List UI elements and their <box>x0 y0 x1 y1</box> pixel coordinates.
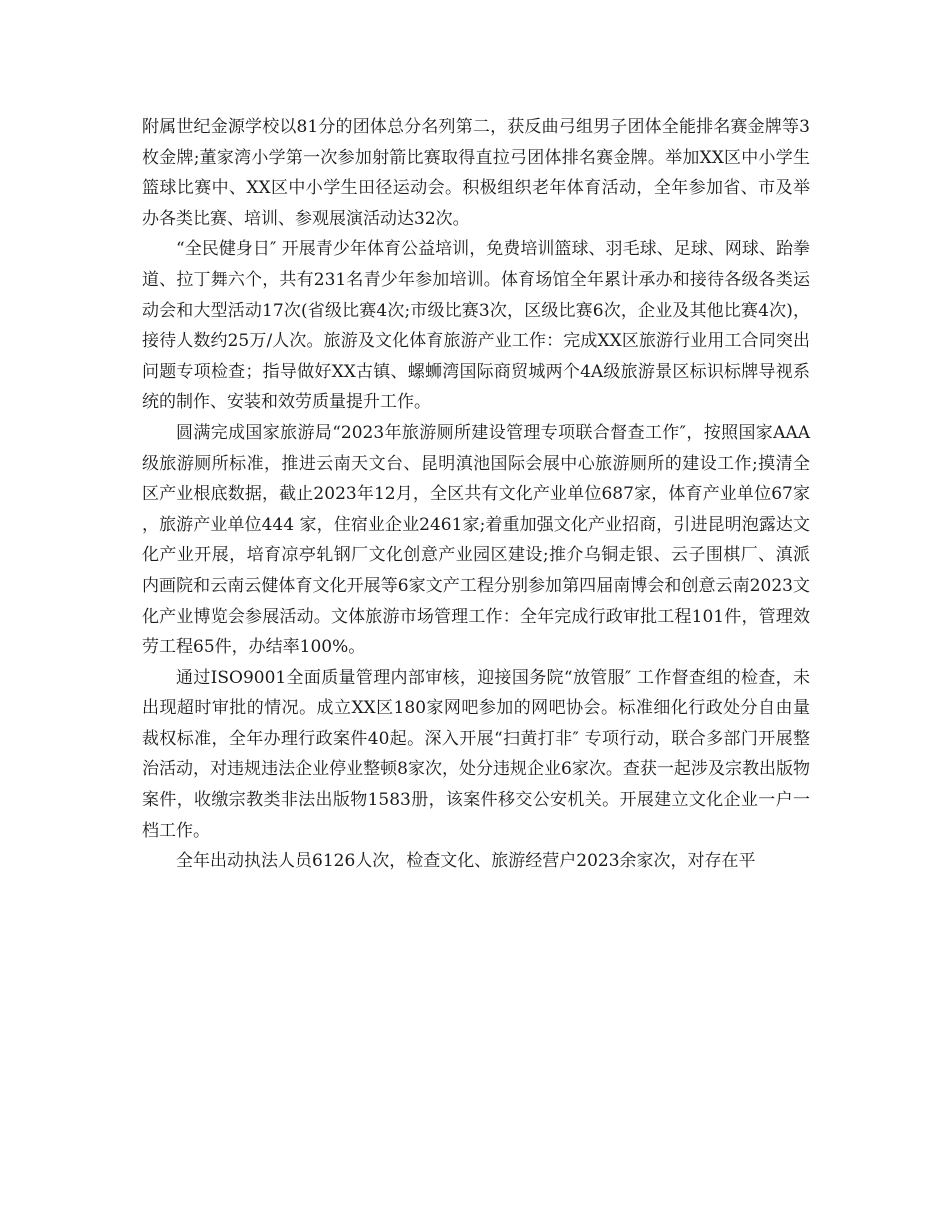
paragraph-5: 全年出动执法人员6126人次，检查文化、旅游经营户2023余家次，对存在平 <box>176 851 756 872</box>
document-page <box>142 112 810 877</box>
paragraph-1: 附属世纪金源学校以81分的团体总分名列第二，获反曲弓组男子团体全能排名赛金牌等3枚金牌;董家湾小学第一次参加射箭比赛取得直拉弓团体排名赛金牌。举加XX区中小学生篮球比赛中、XX区中小学生田径运动会。积极组织老年体育活动，全年参加省、市及举办各类比赛、培训、参观展演活动达32次。 <box>142 117 810 229</box>
paragraph-2: “全民健身日″ 开展青少年体育公益培训，免费培训篮球、羽毛球、足球、网球、跆拳道、拉丁舞六个，共有231名青少年参加培训。体育场馆全年累计承办和接待各级各类运动会和大型活动17次(省级比赛4次;市级比赛3次，区级比赛6次，企业及其他比赛4次)，接待人数约25万/人次。旅游及文化体育旅游产业工作：完成XX区旅游行业用工合同突出问题专项检查；指导做好XX古镇、螺蛳湾国际商贸城两个4A级旅游景区标识标牌导视系统的制作、安装和效劳质量提升工作。 <box>142 239 810 413</box>
paragraph-3: 圆满完成国家旅游局“2023年旅游厕所建设管理专项联合督查工作″，按照国家AAA级旅游厕所标准，推进云南天文台、昆明滇池国际会展中心旅游厕所的建设工作;摸清全区产业根底数据，截止2023年12月，全区共有文化产业单位687家，体育产业单位67家，旅游产业单位444 家，住宿业企业2461家;着重加强文化产业招商，引进昆明泡露达文化产业开展，培育凉亭轧钢厂文化创意产业园区建设;推介乌铜走银、云子围棋厂、滇派内画院和云南云健体育文化开展等6家文产工程分别参加第四届南博会和创意云南2023文化产业博览会参展活动。文体旅游市场管理工作：全年完成行政审批工程101件，管理效劳工程65件，办结率100%。 <box>142 422 810 658</box>
paragraph-4: 通过ISO9001全面质量管理内部审核，迎接国务院“放管服″ 工作督查组的检查，未出现超时审批的情况。成立XX区180家网吧参加的网吧协会。标准细化行政处分自由量裁权标准，全年办理行政案件40起。深入开展“扫黄打非″ 专项行动，联合多部门开展整治活动，对违规违法企业停业整顿8家次，处分违规企业6家次。查获一起涉及宗教出版物案件，收缴宗教类非法出版物1583册，该案件移交公安机关。开展建立文化企业一户一档工作。 <box>142 667 810 841</box>
